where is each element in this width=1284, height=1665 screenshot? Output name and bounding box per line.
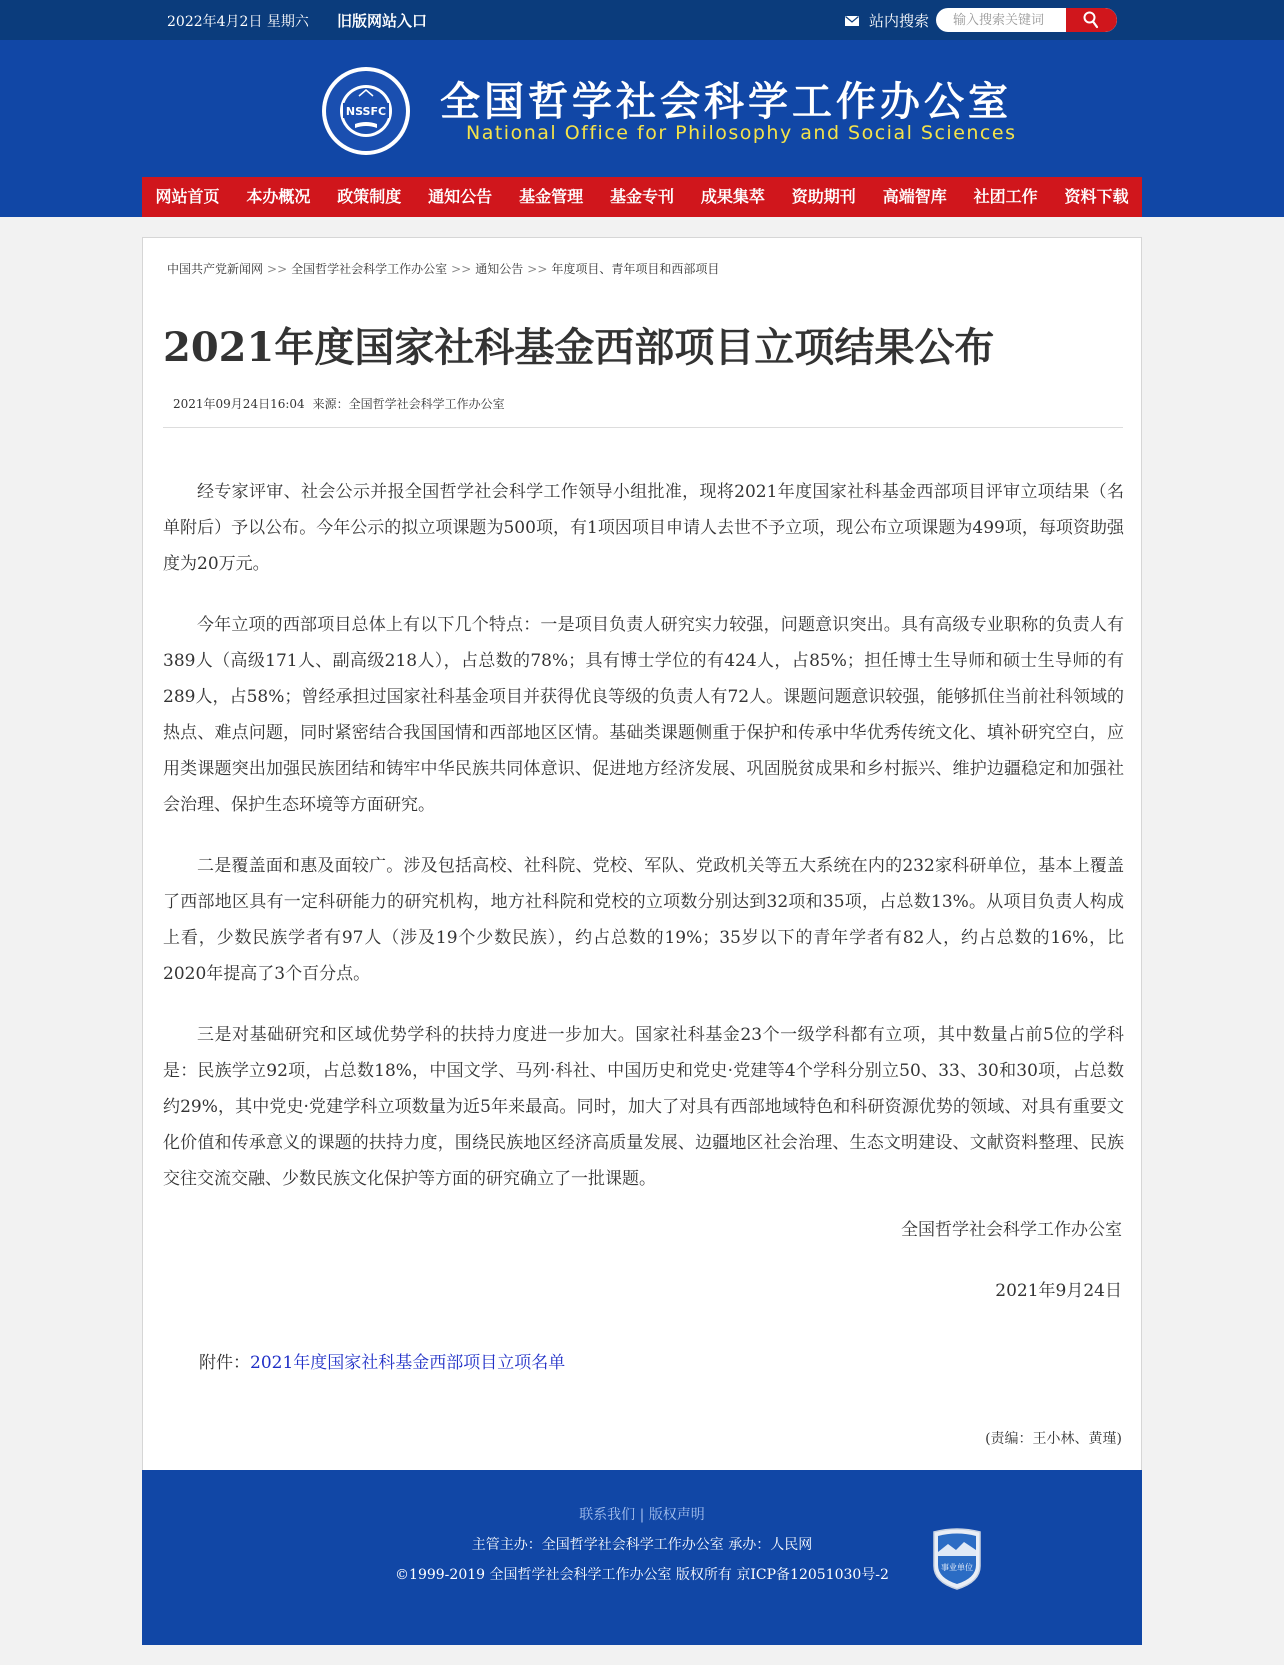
attachment-label: 附件： [199,1353,250,1373]
site-title-en: National Office for Philosophy and Social Sciences [466,122,1017,144]
breadcrumb-link[interactable]: 全国哲学社会科学工作办公室 [291,262,448,276]
article-paragraph: 经专家评审、社会公示并报全国哲学社会科学工作领导小组批准，现将2021年度国家社科基金西部项目评审立项结果（名单附后）予以公布。今年公示的拟立项课题为500项，有1项因项目申请人去世不予立项，现公布立项课题为499项，每项资助强度为20万元。 [163,482,1124,574]
nav-item-downloads[interactable]: 资料下载 [1064,187,1129,206]
search-label: 站内搜索 [869,12,930,30]
nav-item-associations[interactable]: 社团工作 [973,187,1038,206]
copyright-link[interactable]: 版权声明 [648,1507,705,1523]
breadcrumb-separator: >> [267,262,288,276]
nav-item-achievements[interactable]: 成果集萃 [700,187,765,206]
nssfc-logo[interactable] [321,66,411,156]
breadcrumb-link[interactable]: 通知公告 [475,262,524,276]
nav-item-about[interactable]: 本办概况 [246,187,311,206]
search-box [936,8,1117,32]
attachment-link[interactable]: 2021年度国家社科基金西部项目立项名单 [250,1353,566,1373]
contact-us-link[interactable]: 联系我们 [579,1507,636,1523]
nav-item-home[interactable]: 网站首页 [155,187,220,206]
article-source: 来源：全国哲学社会科学工作办公室 [312,397,505,411]
article-paragraph: 今年立项的西部项目总体上有以下几个特点：一是项目负责人研究实力较强，问题意识突出。具有高级专业职称的负责人有389人（高级171人、副高级218人），占总数的78%；具有博士学位的有424人，占85%；担任博士生导师和硕士生导师的有289人，占58%；曾经承担过国家社科基金项目并获得优良等级的负责人有72人。课题问题意识较强，能够抓住当前社科领域的热点、难点问题，同时紧密结合我国国情和西部地区区情。基础类课题侧重于保护和传承中华优秀传统文化、填补研究空白，应用类课题突出加强民族团结和铸牢中华民族共同体意识、促进地方经济发展、巩固脱贫成果和乡村振兴、维护边疆稳定和加强社会治理、保护生态环境等方面研究。 [163,615,1124,815]
site-footer [142,1470,1142,1645]
institution-badge-icon[interactable] [930,1526,984,1590]
nav-item-policy[interactable]: 政策制度 [337,187,402,206]
breadcrumb-separator: >> [451,262,472,276]
breadcrumb-link[interactable]: 年度项目、青年项目和西部项目 [551,262,720,276]
search-button[interactable] [1066,8,1117,32]
breadcrumb [167,260,719,277]
article-paragraph: 二是覆盖面和惠及面较广。涉及包括高校、社科院、党校、军队、党政机关等五大系统在内的232家科研单位，基本上覆盖了西部地区具有一定科研能力的研究机构，地方社科院和党校的立项数分别达到32项和35项，占总数13%。从项目负责人构成上看，少数民族学者有97人（涉及19个少数民族），约占总数的19%；35岁以下的青年学者有82人，约占总数的16%，比2020年提高了3个百分点。 [163,856,1124,984]
nav-item-fund-journal[interactable]: 基金专刊 [609,187,674,206]
article-datetime: 2021年09月24日16:04 [173,397,305,411]
nav-item-notices[interactable]: 通知公告 [428,187,493,206]
search-icon [1083,11,1099,29]
current-date: 2022年4月2日 星期六 [167,14,309,30]
logo-text: NSSFC [345,105,387,118]
article-title: 2021年度国家社科基金西部项目立项结果公布 [163,324,995,371]
footer-links [142,1504,1142,1524]
footer-sponsor: 主管主办：全国哲学社会科学工作办公室 承办：人民网 [471,1537,813,1553]
article-editor: (责编：王小林、黄瑾) [985,1431,1122,1447]
main-nav [142,177,1142,217]
article-paragraph: 三是对基础研究和区域优势学科的扶持力度进一步加大。国家社科基金23个一级学科都有立项，其中数量占前5位的学科是：民族学立92项，占总数18%，中国文学、马列·科社、中国历史和党史·党建等4个学科分别立50、33、30和30项，占总数约29%，其中党史·党建学科立项数量为近5年来最高。同时，加大了对具有西部地域特色和科研资源优势的领域、对具有重要文化价值和传承意义的课题的扶持力度，围绕民族地区经济高质量发展、边疆地区社会治理、生态文明建设、文献资料整理、民族交往交流交融、少数民族文化保护等方面的研究确立了一批课题。 [163,1025,1124,1189]
breadcrumb-link[interactable]: 中国共产党新闻网 [167,262,264,276]
article-signature: 全国哲学社会科学工作办公室 [901,1220,1122,1240]
top-bar [0,0,1284,40]
article-meta [173,395,505,412]
article-sign-date: 2021年9月24日 [995,1281,1122,1301]
search-input[interactable] [936,8,1066,32]
article-body [163,474,1124,1222]
attachment [199,1348,565,1373]
footer-copyright: ©1999-2019 全国哲学社会科学工作办公室 版权所有 京ICP备12051030号-2 [395,1567,889,1583]
breadcrumb-separator: >> [527,262,548,276]
badge-text: 事业单位 [941,1563,973,1572]
old-site-link[interactable]: 旧版网站入口 [337,12,428,30]
title-divider [163,427,1123,428]
mail-icon [845,16,859,26]
site-title-cn: 全国哲学社会科学工作办公室 [440,78,1012,125]
footer-link-separator: | [639,1507,645,1523]
nav-item-funded-journals[interactable]: 资助期刊 [791,187,856,206]
nav-item-think-tanks[interactable]: 高端智库 [882,187,947,206]
nav-item-fund-management[interactable]: 基金管理 [519,187,584,206]
article-card [142,237,1142,1471]
